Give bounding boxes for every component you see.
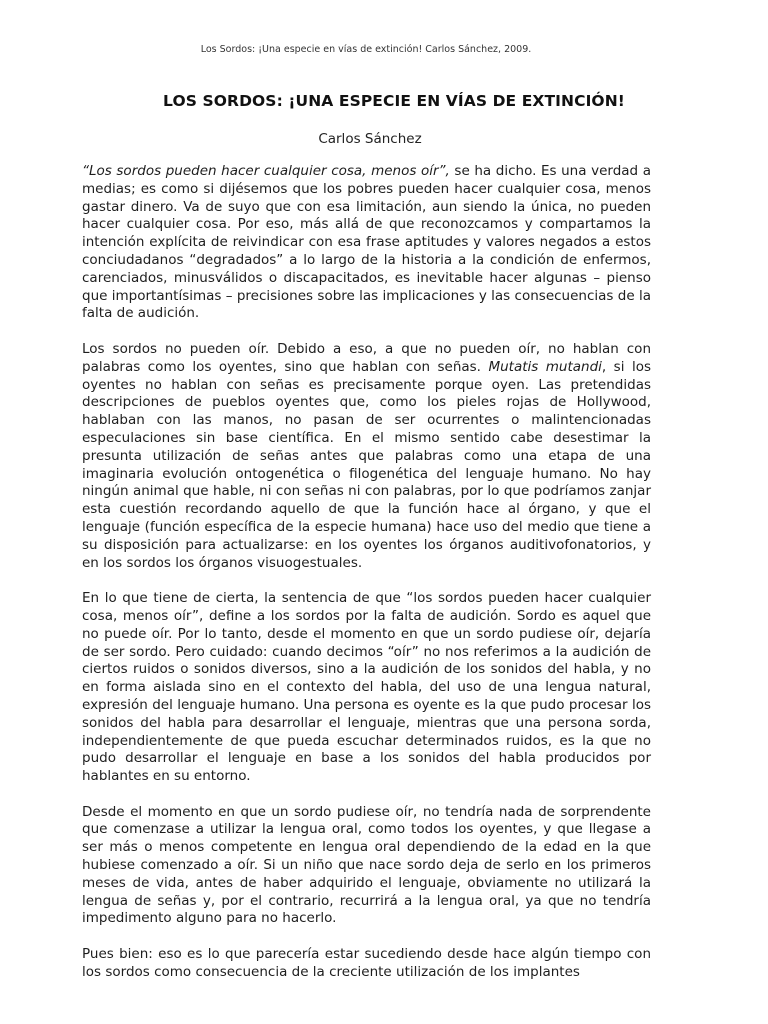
paragraph-5: Pues bien: eso es lo que parecería estar sucediendo desde hace algún tiempo con los sordos como consecuencia de la creciente utilización de los implantes — [82, 946, 651, 980]
paragraph-1 — [82, 163, 651, 323]
paragraph-2-text-start: Los sordos no pueden oír. Debido a eso, a que no pueden oír, no hablan con palabras como los oyentes, sino que hablan con señas. — [82, 340, 651, 375]
latin-phrase: Mutatis mutandi — [488, 358, 602, 375]
running-header: Los Sordos: ¡Una especie en vías de extinción! Carlos Sánchez, 2009. — [200, 44, 532, 55]
document-title: LOS SORDOS: ¡UNA ESPECIE EN VÍAS DE EXTINCIÓN! — [163, 92, 625, 110]
paragraph-2-text-end: , si los oyentes no hablan con señas es precisamente porque oyen. Las pretendidas descripciones de pueblos oyentes que, como los pieles rojas de Hollywood, hablaban con las manos, no pasan de ser ocurrentes o malintencionadas especulaciones sin base científica. En el mismo sentido cabe desestimar la presunta utilización de señas antes que palabras como una etapa de una imaginaria evolución ontogenética o filogenética del lenguaje humano. No hay ningún animal que hable, ni con señas ni con palabras, por lo que podríamos zanjar esta cuestión recordando aquello de que la función hace al órgano, y que el lenguaje (función específica de la especie humana) hace uso del medio que tiene a su disposición para actualizarse: en los oyentes los órganos auditivofonatorios, y en los sordos los órganos visuogestuales. — [82, 358, 651, 571]
document-author: Carlos Sánchez — [318, 131, 422, 147]
document-body — [82, 163, 651, 999]
paragraph-3: En lo que tiene de cierta, la sentencia de que “los sordos pueden hacer cualquier cosa, menos oír”, define a los sordos por la falta de audición. Sordo es aquel que no puede oír. Por lo tanto, desde el momento en que un sordo pudiese oír, dejaría de ser sordo. Pero cuidado: cuando decimos “oír” no nos referimos a la audición de ciertos ruidos o sonidos diversos, sino a la audición de los sonidos del habla, y no en forma aislada sino en el contexto del habla, del uso de una lengua natural, expresión del lenguaje humano. Una persona es oyente es la que pudo procesar los sonidos del habla para desarrollar el lenguaje, mientras que una persona sorda, independientemente de que pueda escuchar determinados ruidos, es la que no pudo desarrollar el lenguaje en base a los sonidos del habla producidos por hablantes en su entorno. — [82, 590, 651, 785]
paragraph-4: Desde el momento en que un sordo pudiese oír, no tendría nada de sorprendente que comenzase a utilizar la lengua oral, como todos los oyentes, y que llegase a ser más o menos competente en lengua oral dependiendo de la edad en la que hubiese comenzado a oír. Si un niño que nace sordo deja de serlo en los primeros meses de vida, antes de haber adquirido el lenguaje, obviamente no utilizará la lengua de señas y, por el contrario, recurrirá a la lengua oral, ya que no tendría impedimento alguno para no hacerlo. — [82, 803, 651, 927]
paragraph-1-text: se ha dicho. Es una verdad a medias; es como si dijésemos que los pobres pueden hacer cualquier cosa, menos gastar dinero. Va de suyo que con esa limitación, aun siendo la única, no pueden hacer cualquier cosa. Por eso, más allá de que reconozcamos y compartamos la intención explícita de reivindicar con esa frase aptitudes y valores negados a estos conciudadanos “degradados” a lo largo de la historia a la condición de enfermos, carenciados, minusválidos o discapacitados, es inevitable hacer algunas – pienso que importantísimas – precisiones sobre las implicaciones y las consecuencias de la falta de audición. — [82, 163, 651, 322]
paragraph-2 — [82, 341, 651, 572]
opening-quote: “Los sordos pueden hacer cualquier cosa, menos oír”, — [82, 163, 450, 179]
